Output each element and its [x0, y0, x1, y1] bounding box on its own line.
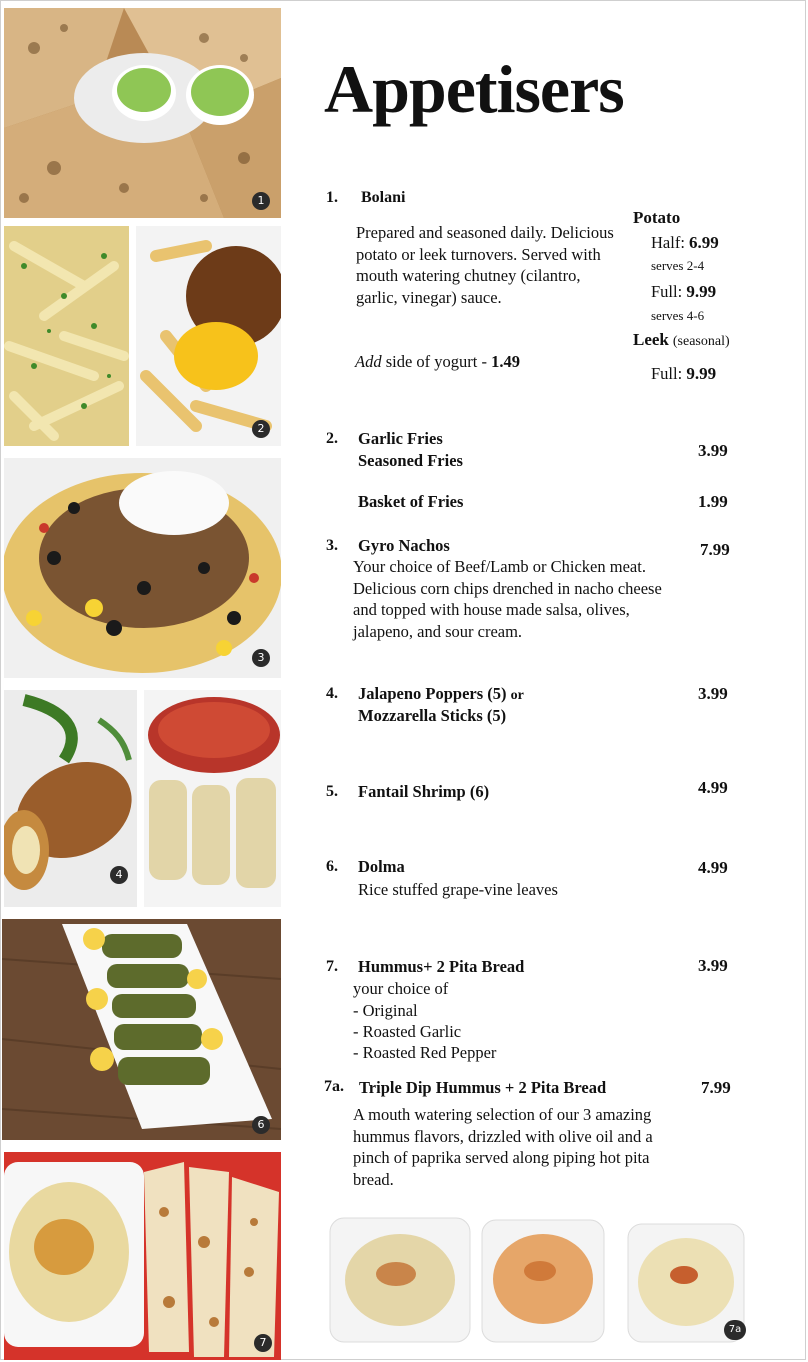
- item-name: Garlic Fries: [358, 429, 443, 448]
- photo-hummus-bowl-red-pepper: [478, 1216, 608, 1346]
- bolani-half-row: [651, 233, 719, 253]
- photo-hummus-bowl-garlic: [624, 1220, 748, 1348]
- item-name: Gyro Nachos: [358, 536, 450, 555]
- mozzarella-illustration: [144, 690, 281, 907]
- item-price: 4.99: [698, 778, 728, 797]
- item-number: 2.: [326, 430, 338, 447]
- item-name: Dolma: [358, 857, 405, 876]
- add-prefix: Add: [355, 352, 382, 371]
- item-number: 6.: [326, 858, 338, 875]
- item-name: Seasoned Fries: [358, 451, 463, 470]
- option-item: - Roasted Garlic: [353, 1022, 462, 1041]
- photo-garlic-fries: [4, 226, 129, 446]
- half-serves: serves 2-4: [651, 258, 705, 273]
- photo-hummus: [4, 1152, 281, 1360]
- page-title: Appetisers: [324, 51, 624, 127]
- item-name: Bolani: [361, 189, 406, 206]
- item-price: 3.99: [698, 684, 728, 703]
- bolani-leek-full-row: [651, 364, 716, 384]
- item-name: Mozzarella Sticks (5): [358, 706, 507, 725]
- item-name-row: [358, 684, 524, 704]
- option-item: - Original: [353, 1001, 418, 1020]
- item-price: 4.99: [698, 858, 728, 877]
- bolani-add-line: [355, 352, 520, 372]
- bolani-potato-label: Potato: [633, 208, 681, 227]
- photo-badge: 7a: [724, 1320, 746, 1340]
- add-text: side of yogurt -: [381, 352, 492, 371]
- item-name: Basket of Fries: [358, 492, 464, 511]
- item-name: Fantail Shrimp (6): [358, 782, 490, 801]
- item-price: 3.99: [698, 956, 728, 975]
- item-number: 7a.: [324, 1078, 344, 1095]
- half-label: Half:: [651, 233, 685, 252]
- item-price: 7.99: [700, 540, 730, 559]
- bolani-full-row: [651, 282, 716, 302]
- item-name: Hummus+ 2 Pita Bread: [358, 957, 525, 976]
- full-label: Full:: [651, 282, 683, 301]
- leek-note: (seasonal): [672, 334, 730, 349]
- photo-badge: 4: [110, 866, 128, 884]
- item-number: 1.: [326, 189, 338, 206]
- photo-mozzarella-sticks: [144, 690, 281, 907]
- option-item: - Roasted Red Pepper: [353, 1043, 497, 1062]
- photo-gyro-nachos: [4, 458, 281, 678]
- item-intro: your choice of: [353, 979, 449, 998]
- photo-badge: 6: [252, 1116, 270, 1134]
- leek-label: Leek: [633, 330, 669, 349]
- half-price: 6.99: [689, 233, 719, 252]
- leek-full-price: 9.99: [686, 364, 717, 383]
- photo-jalapeno-poppers: [4, 690, 137, 907]
- photo-badge: 1: [252, 192, 270, 210]
- photo-badge: 7: [254, 1334, 272, 1352]
- item-description: Rice stuffed grape-vine leaves: [358, 880, 558, 899]
- photo-dolma: [2, 919, 281, 1140]
- photo-badge: 3: [252, 649, 270, 667]
- add-price: 1.49: [491, 352, 520, 371]
- item-name: Triple Dip Hummus + 2 Pita Bread: [359, 1078, 607, 1097]
- item-price: 1.99: [698, 492, 728, 511]
- item-description: A mouth watering selection of our 3 amazing hummus flavors, drizzled with olive oil and a pinch of paprika served along piping hot pita bread.: [353, 1105, 653, 1189]
- hummus-bowl-illustration: [326, 1214, 474, 1346]
- or-text: or: [510, 688, 524, 703]
- item-number: 5.: [326, 783, 338, 800]
- full-price: 9.99: [686, 282, 717, 301]
- chili-fries-illustration: [136, 226, 281, 446]
- photo-chili-cheese-fries: [136, 226, 281, 446]
- bolani-leek-row: [633, 330, 730, 350]
- item-name: Jalapeno Poppers (5): [358, 684, 507, 703]
- photo-bolani: [4, 8, 281, 218]
- bolani-illustration: [4, 8, 281, 218]
- hummus-bowl-illustration: [478, 1216, 608, 1346]
- photo-badge: 2: [252, 420, 270, 438]
- dolma-illustration: [2, 919, 281, 1140]
- item-number: 3.: [326, 537, 338, 554]
- hummus-illustration: [4, 1152, 281, 1360]
- item-description: Your choice of Beef/Lamb or Chicken meat. Delicious corn chips drenched in nacho cheese and topped with house made salsa, olives, jalapeno, and sour cream.: [353, 557, 662, 641]
- nachos-illustration: [4, 458, 281, 678]
- item-number: 7.: [326, 958, 338, 975]
- item-price: 7.99: [701, 1078, 731, 1097]
- photo-hummus-bowl-original: [326, 1214, 474, 1346]
- leek-full-label: Full:: [651, 364, 683, 383]
- item-price: 3.99: [698, 441, 728, 460]
- garlic-fries-illustration: [4, 226, 129, 446]
- full-serves: serves 4-6: [651, 308, 705, 323]
- item-number: 4.: [326, 685, 338, 702]
- item-description: Prepared and seasoned daily. Delicious potato or leek turnovers. Served with mouth watering chutney (cilantro, garlic, vinegar) sauce.: [356, 223, 614, 307]
